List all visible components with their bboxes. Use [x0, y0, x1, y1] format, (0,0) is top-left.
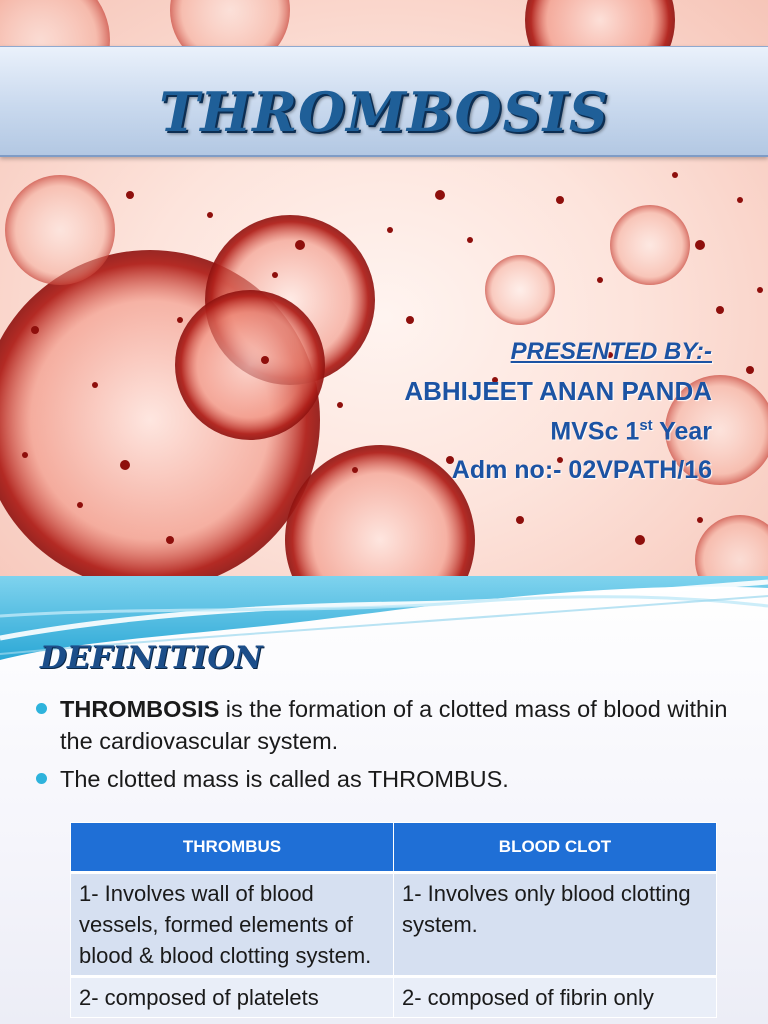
definition-heading: DEFINITION [40, 640, 263, 676]
header-blood-clot: BLOOD CLOT [394, 823, 717, 873]
bullet-item [36, 693, 736, 757]
presenter-block [404, 338, 712, 485]
table-cell: 2- composed of platelets [71, 977, 394, 1018]
table-cell: 1- Involves only blood clotting system. [394, 873, 717, 977]
bullet-text: is the formation of a clotted mass of blood within the cardiovascular system. [60, 696, 728, 754]
bullet-text: The clotted mass is called as THROMBUS. [60, 766, 509, 792]
comparison-table [70, 822, 717, 1018]
table-header-row [71, 823, 717, 873]
bullet-dot-icon [36, 703, 47, 714]
bullet-dot-icon [36, 773, 47, 784]
definition-slide [0, 576, 768, 1024]
bullet-term: THROMBOSIS [60, 696, 220, 722]
presented-by-label: PRESENTED BY:- [510, 338, 712, 365]
header-thrombus: THROMBUS [71, 823, 394, 873]
admission-number: Adm no:- 02VPATH/16 [451, 456, 712, 485]
presenter-name: ABHIJEET ANAN PANDA [404, 376, 712, 406]
definition-bullets [36, 693, 736, 801]
presenter-year [404, 417, 712, 446]
year-text: MVSc 1 [550, 417, 640, 446]
table-cell: 2- composed of fibrin only [394, 977, 717, 1018]
table-row [71, 977, 717, 1018]
year-suffix: Year [652, 417, 712, 446]
table-cell: 1- Involves wall of blood vessels, formed elements of blood & blood clotting system. [71, 873, 394, 977]
slide-title: THROMBOSIS [159, 80, 609, 144]
table-row [71, 873, 717, 977]
bullet-item [36, 763, 736, 795]
year-ordinal: st [639, 417, 653, 434]
